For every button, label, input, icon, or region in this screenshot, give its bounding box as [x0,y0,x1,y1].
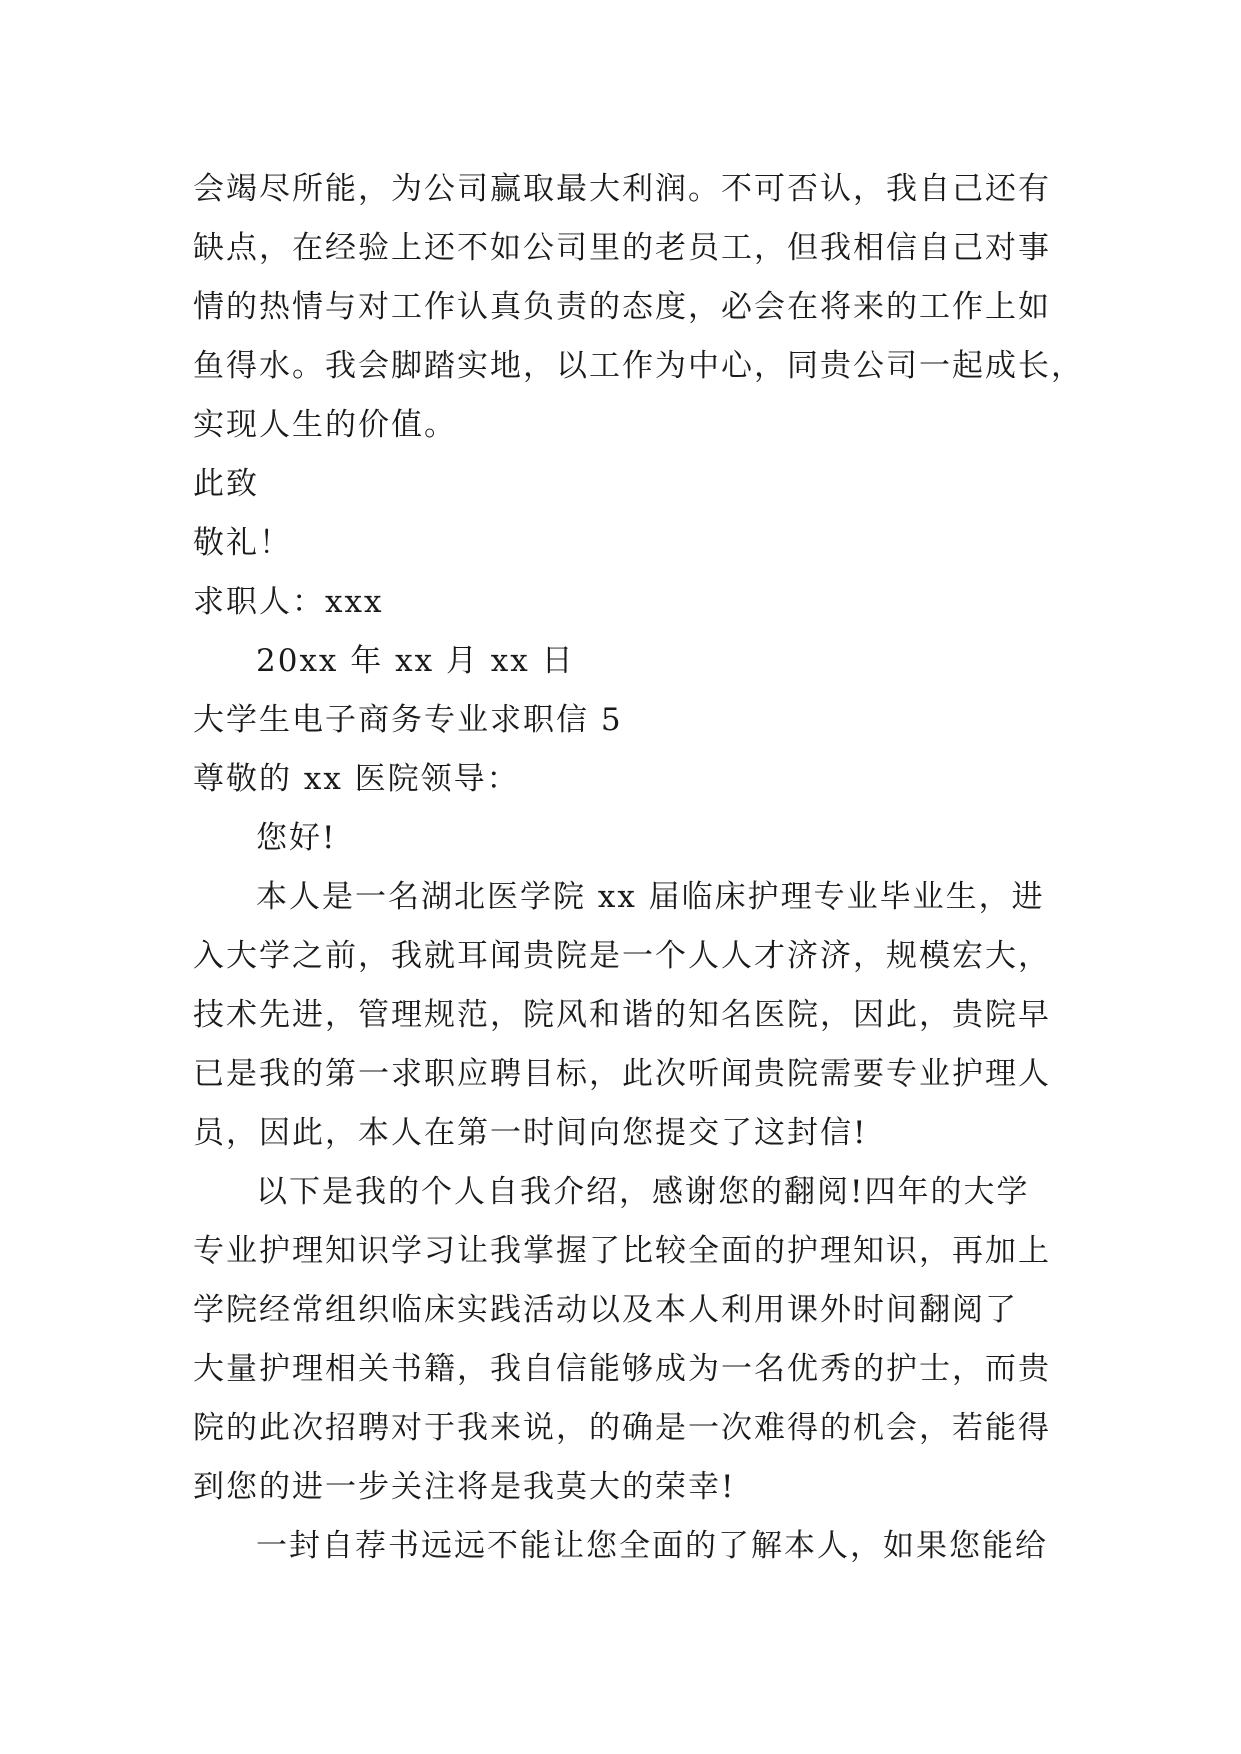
text-line: 技术先进，管理规范，院风和谐的知名医院，因此，贵院早 [193,997,1051,1033]
text-line: 员，因此，本人在第一时间向您提交了这封信! [193,1115,868,1151]
applicant-signature: 求职人：xxx [193,584,384,620]
greeting-hello: 您好! [256,820,337,856]
section-title: 大学生电子商务专业求职信 5 [193,702,623,738]
text-line: 情的热情与对工作认真负责的态度，必会在将来的工作上如 [193,289,1051,325]
text-line: 已是我的第一求职应聘目标，此次听闻贵院需要专业护理人 [193,1056,1051,1092]
letter-body [193,160,1084,1576]
text-line: 学院经常组织临床实践活动以及本人利用课外时间翻阅了 [193,1292,1018,1328]
text-line: 到您的进一步关注将是我莫大的荣幸! [193,1469,736,1505]
text-line: 鱼得水。我会脚踏实地，以工作为中心，同贵公司一起成长， [193,348,1084,384]
text-line: 会竭尽所能，为公司赢取最大利润。不可否认，我自己还有 [193,171,1051,207]
text-line: 缺点，在经验上还不如公司里的老员工，但我相信自己对事 [193,230,1051,266]
text-line: 以下是我的个人自我介绍，感谢您的翻阅!四年的大学 [256,1174,1030,1210]
text-line: 本人是一名湖北医学院 xx 届临床护理专业毕业生，进 [256,879,1045,915]
text-line: 院的此次招聘对于我来说，的确是一次难得的机会，若能得 [193,1410,1051,1446]
text-line: 专业护理知识学习让我掌握了比较全面的护理知识，再加上 [193,1233,1051,1269]
letter-date: 20xx 年 xx 月 xx 日 [256,643,575,679]
text-line: 实现人生的价值。 [193,407,457,443]
salutation-closing: 敬礼！ [193,525,292,561]
letter-greeting: 尊敬的 xx 医院领导： [193,761,520,797]
text-line: 入大学之前，我就耳闻贵院是一个人人才济济，规模宏大， [193,938,1051,974]
text-line: 大量护理相关书籍，我自信能够成为一名优秀的护士，而贵 [193,1351,1051,1387]
closing-phrase: 此致 [193,466,259,502]
text-line: 一封自荐书远远不能让您全面的了解本人，如果您能给 [256,1528,1048,1564]
